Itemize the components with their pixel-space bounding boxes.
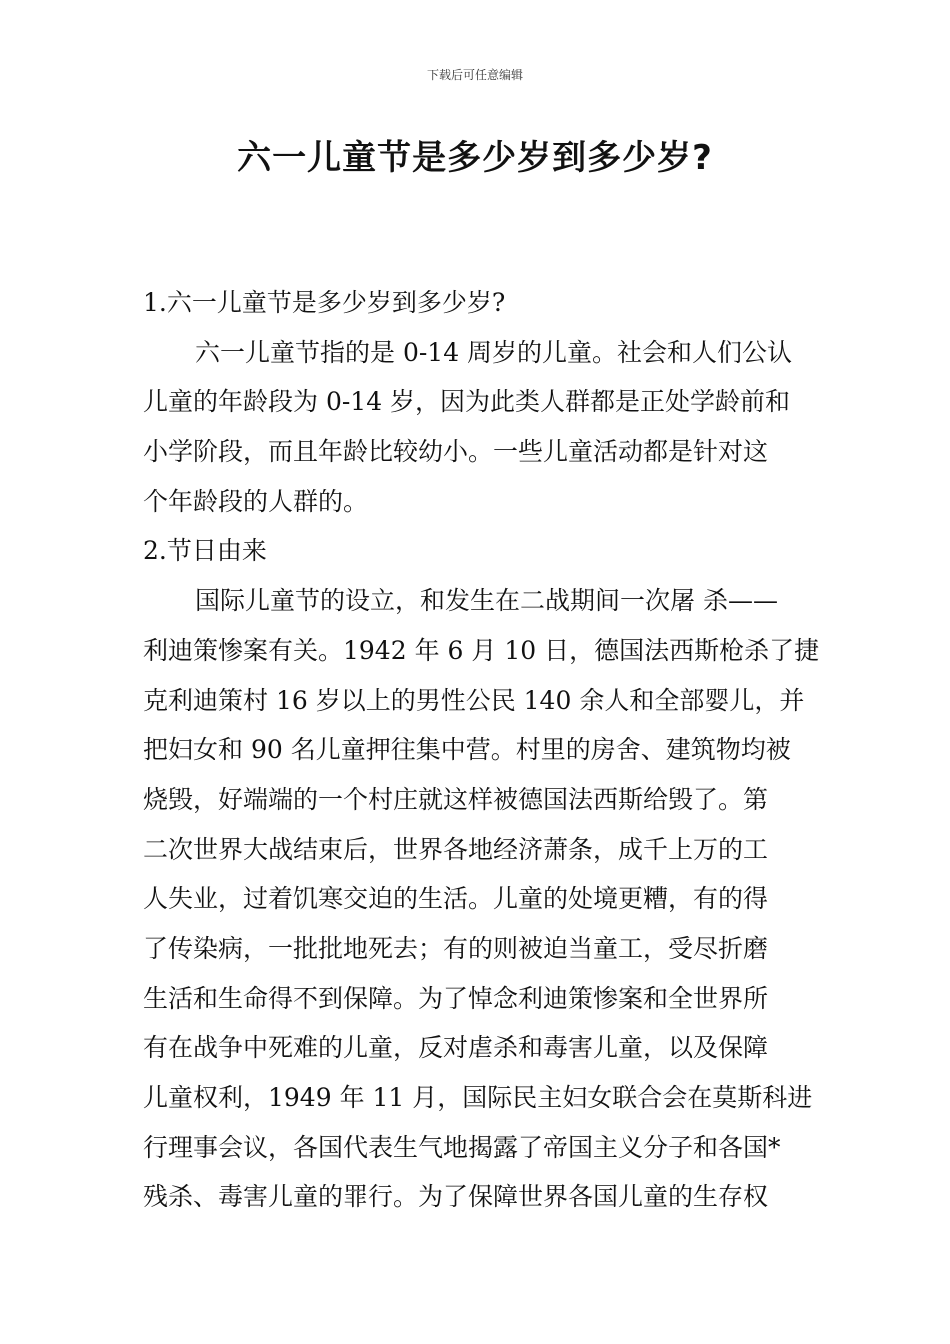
text-line: 二次世界大战结束后，世界各地经济萧条，成千上万的工 (143, 834, 769, 864)
text-line: 国际儿童节的设立，和发生在二战期间一次屠 杀—— (195, 586, 778, 616)
text-line: 克利迪策村 16 岁以上的男性公民 140 余人和全部婴儿，并 (143, 685, 805, 715)
text-line: 1.六一儿童节是多少岁到多少岁? (143, 288, 506, 317)
text-line: 六一儿童节指的是 0-14 周岁的儿童。社会和人们公认 (195, 337, 793, 367)
text-line: 行理事会议，各国代表生气地揭露了帝国主义分子和各国* (143, 1132, 781, 1162)
text-line: 人失业，过着饥寒交迫的生活。儿童的处境更糟，有的得 (143, 884, 769, 914)
text-line: 儿童权利，1949 年 11 月，国际民主妇女联合会在莫斯科进 (143, 1083, 813, 1112)
text-line: 有在战争中死难的儿童，反对虐杀和毒害儿童，以及保障 (143, 1033, 769, 1063)
text-line: 个年龄段的人群的。 (143, 486, 369, 516)
text-line: 2.节日由来 (143, 536, 267, 566)
header-note: 下载后可任意编辑 (426, 68, 523, 82)
text-line: 小学阶段，而且年龄比较幼小。一些儿童活动都是针对这 (143, 437, 769, 467)
text-line: 烧毁，好端端的一个村庄就这样被德国法西斯给毁了。第 (143, 784, 769, 814)
text-line: 儿童的年龄段为 0-14 岁，因为此类人群都是正处学龄前和 (143, 387, 791, 417)
document-body (143, 278, 820, 1222)
text-line: 了传染病，一批批地死去；有的则被迫当童工，受尽折磨 (143, 933, 769, 963)
page-title: 六一儿童节是多少岁到多少岁? (237, 138, 713, 178)
text-line: 生活和生命得不到保障。为了悼念利迪策惨案和全世界所 (143, 983, 769, 1013)
text-line: 残杀、毒害儿童的罪行。为了保障世界各国儿童的生存权 (143, 1182, 769, 1212)
text-line: 利迪策惨案有关。1942 年 6 月 10 日，德国法西斯枪杀了捷 (143, 635, 820, 665)
text-line: 把妇女和 90 名儿童押往集中营。村里的房舍、建筑物均被 (143, 735, 791, 765)
